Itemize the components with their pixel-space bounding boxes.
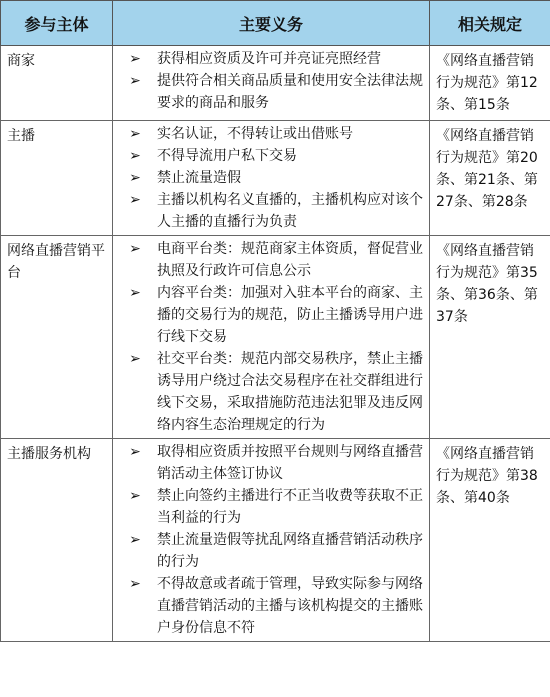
duty-item — [117, 123, 425, 145]
duty-list — [117, 123, 425, 233]
table-row — [1, 439, 550, 642]
header-party: 参与主体 — [1, 1, 113, 46]
duty-text: 禁止向签约主播进行不正当收费等获取不正当利益的行为 — [157, 488, 423, 526]
duty-text: 内容平台类：加强对入驻本平台的商家、主播的交易行为的规范，防止主播诱导用户进行线下交易 — [157, 285, 423, 345]
duty-text: 获得相应资质及许可并亮证亮照经营 — [157, 51, 381, 67]
duty-text: 主播以机构名义直播的，主播机构应对该个人主播的直播行为负责 — [157, 192, 423, 230]
party-cell: 主播服务机构 — [1, 439, 113, 642]
duties-cell — [113, 439, 430, 642]
duty-item — [117, 238, 425, 282]
arrow-bullet-icon: ➢ — [129, 576, 141, 592]
arrow-bullet-icon: ➢ — [129, 192, 141, 208]
duty-item — [117, 70, 425, 114]
duty-item — [117, 573, 425, 639]
duty-text: 电商平台类：规范商家主体资质，督促营业执照及行政许可信息公示 — [157, 241, 423, 279]
arrow-bullet-icon: ➢ — [129, 351, 141, 367]
table-row — [1, 46, 550, 121]
party-cell: 网络直播营销平台 — [1, 236, 113, 439]
duty-text: 实名认证，不得转让或出借账号 — [157, 126, 353, 142]
duty-text: 取得相应资质并按照平台规则与网络直播营销活动主体签订协议 — [157, 444, 423, 482]
arrow-bullet-icon: ➢ — [129, 170, 141, 186]
duty-text: 提供符合相关商品质量和使用安全法律法规要求的商品和服务 — [157, 73, 423, 111]
arrow-bullet-icon: ➢ — [129, 532, 141, 548]
duties-cell — [113, 121, 430, 236]
duties-cell — [113, 46, 430, 121]
arrow-bullet-icon: ➢ — [129, 73, 141, 89]
duty-item — [117, 485, 425, 529]
table-row — [1, 236, 550, 439]
arrow-bullet-icon: ➢ — [129, 488, 141, 504]
duty-item — [117, 145, 425, 167]
duty-item — [117, 529, 425, 573]
duty-text: 社交平台类：规范内部交易秩序，禁止主播诱导用户绕过合法交易程序在社交群组进行线下交易，采取措施防范违法犯罪及违反网络内容生态治理规定的行为 — [157, 351, 423, 433]
header-duties: 主要义务 — [113, 1, 430, 46]
regulation-cell: 《网络直播营销行为规范》第20条、第21条、第27条、第28条 — [430, 121, 550, 236]
regulation-cell: 《网络直播营销行为规范》第38条、第40条 — [430, 439, 550, 642]
arrow-bullet-icon: ➢ — [129, 241, 141, 257]
arrow-bullet-icon: ➢ — [129, 148, 141, 164]
duty-item — [117, 48, 425, 70]
duty-list — [117, 441, 425, 639]
duty-text: 不得导流用户私下交易 — [157, 148, 297, 164]
duty-item — [117, 189, 425, 233]
duty-item — [117, 441, 425, 485]
duty-text: 禁止流量造假等扰乱网络直播营销活动秩序的行为 — [157, 532, 423, 570]
duty-text: 禁止流量造假 — [157, 170, 241, 186]
duty-text: 不得故意或者疏于管理，导致实际参与网络直播营销活动的主播与该机构提交的主播账户身份信息不符 — [157, 576, 423, 636]
party-cell: 商家 — [1, 46, 113, 121]
table-body — [1, 46, 550, 642]
duty-item — [117, 348, 425, 436]
duties-cell — [113, 236, 430, 439]
header-row — [1, 1, 550, 46]
arrow-bullet-icon: ➢ — [129, 444, 141, 460]
party-cell: 主播 — [1, 121, 113, 236]
regulation-cell: 《网络直播营销行为规范》第35条、第36条、第37条 — [430, 236, 550, 439]
arrow-bullet-icon: ➢ — [129, 285, 141, 301]
header-regulation: 相关规定 — [430, 1, 550, 46]
table-row — [1, 121, 550, 236]
arrow-bullet-icon: ➢ — [129, 51, 141, 67]
duty-list — [117, 48, 425, 114]
arrow-bullet-icon: ➢ — [129, 126, 141, 142]
regulation-cell: 《网络直播营销行为规范》第12条、第15条 — [430, 46, 550, 121]
duty-list — [117, 238, 425, 436]
duty-item — [117, 167, 425, 189]
duty-item — [117, 282, 425, 348]
